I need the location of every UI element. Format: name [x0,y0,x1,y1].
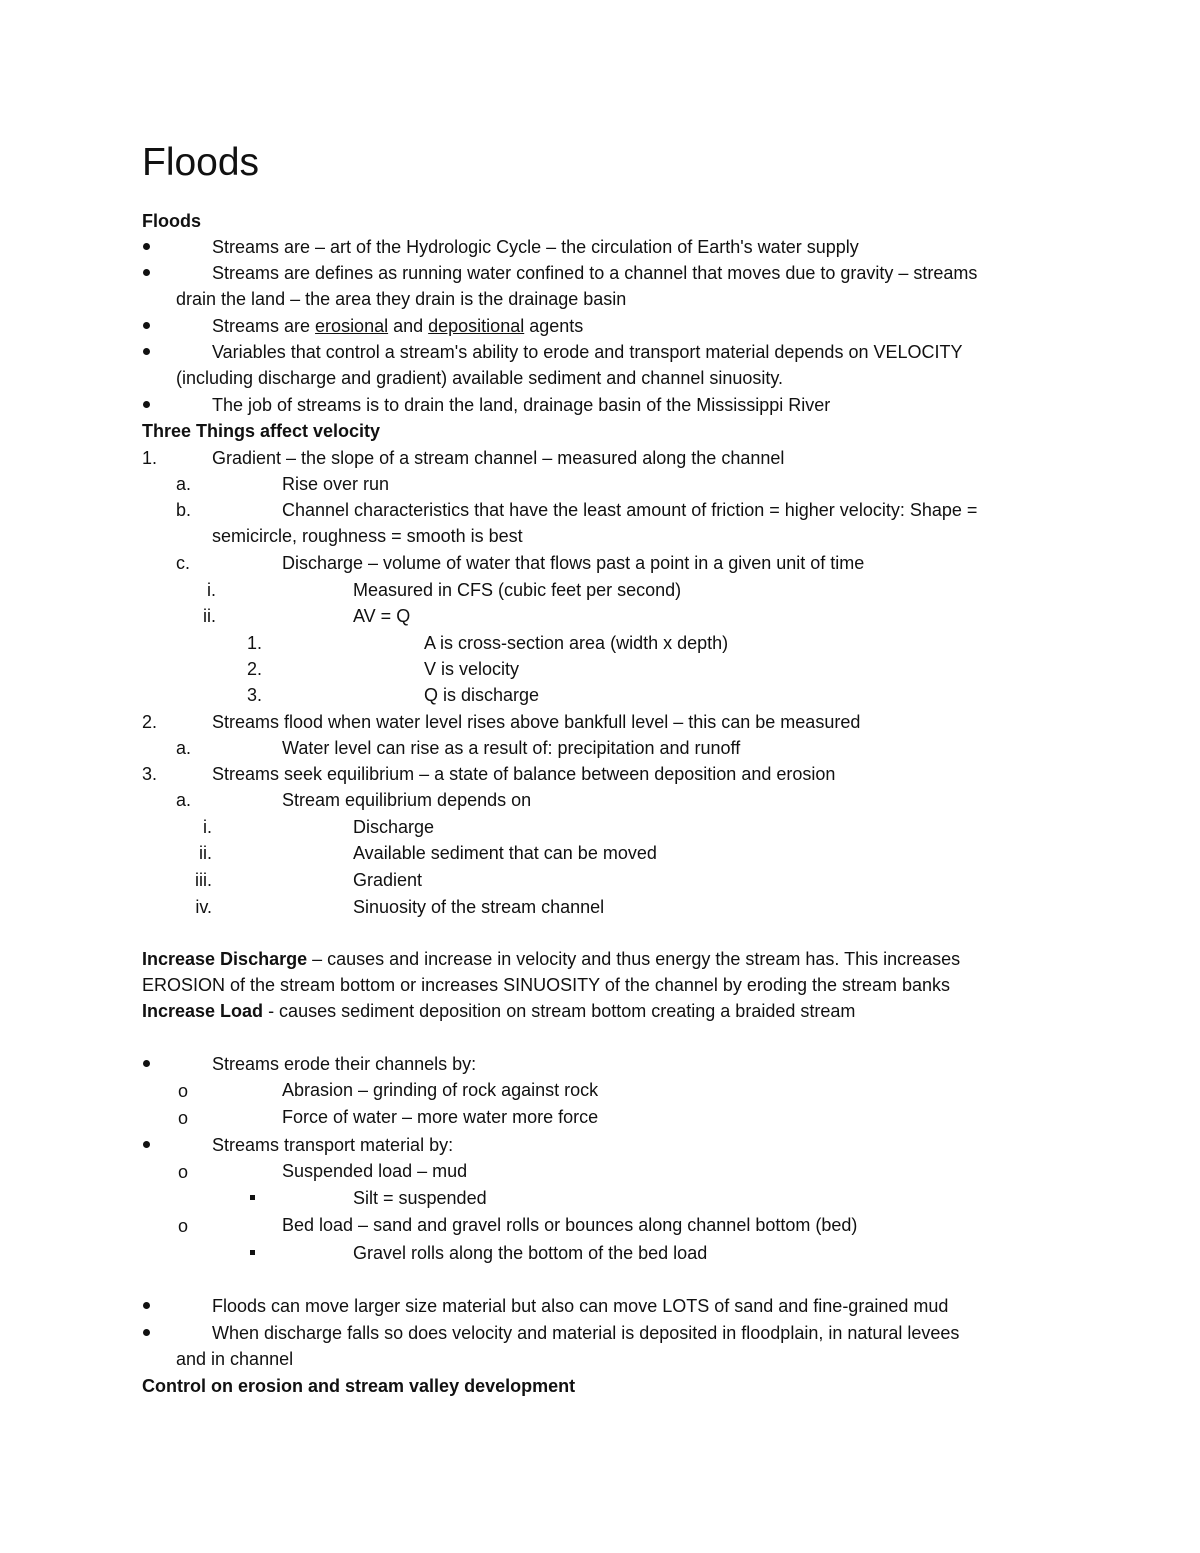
list-item: Floods can move larger size material but also can move LOTS of sand and fine-grained mud [212,1296,949,1316]
list-marker: 2. [247,659,263,679]
list-item: Force of water – more water more force [282,1107,599,1127]
list-item-continuation: semicircle, roughness = smooth is best [212,526,523,546]
list-marker: ii. [203,606,216,626]
list-item: Streams are defines as running water confined to a channel that moves due to gravity – streams [212,263,978,283]
list-item: Sinuosity of the stream channel [353,897,605,917]
list-item: Streams transport material by: [212,1135,454,1155]
list-item: AV = Q [353,606,411,626]
list-marker: 3. [247,685,263,705]
list-item: Gradient – the slope of a stream channel – measured along the channel [212,448,785,468]
bullet-icon [143,1060,150,1067]
list-item: Abrasion – grinding of rock against rock [282,1080,599,1100]
list-marker: 1. [247,633,263,653]
list-item: Streams seek equilibrium – a state of balance between deposition and erosion [212,764,836,784]
list-item: Streams erode their channels by: [212,1054,477,1074]
section-heading-floods: Floods [142,211,201,231]
bold-term: Increase Discharge [142,949,308,969]
list-item: Suspended load – mud [282,1161,468,1181]
section-heading-erosion-control: Control on erosion and stream valley development [142,1376,576,1396]
circle-bullet-icon: o [178,1216,189,1236]
text-run: Streams are [212,316,316,336]
list-marker: a. [176,738,192,758]
list-marker: 1. [142,448,158,468]
list-item [212,313,583,339]
circle-bullet-icon: o [178,1162,189,1182]
list-item: The job of streams is to drain the land, drainage basin of the Mississippi River [212,395,831,415]
list-item: Measured in CFS (cubic feet per second) [353,580,682,600]
list-item: Streams flood when water level rises above bankfull level – this can be measured [212,712,861,732]
list-item: Variables that control a stream's ability to erode and transport material depends on VELOCITY [212,342,963,362]
bullet-icon [143,348,150,355]
paragraph [142,998,855,1024]
document-title: Floods [142,141,260,184]
list-item: Discharge – volume of water that flows past a point in a given unit of time [282,553,865,573]
bullet-icon [143,1329,150,1336]
list-item: When discharge falls so does velocity and material is deposited in floodplain, in natural levees [212,1323,960,1343]
text-run: – causes and increase in velocity and thus energy the stream has. This increases [307,949,961,969]
list-marker: b. [176,500,192,520]
paragraph-continuation: EROSION of the stream bottom or increases SINUOSITY of the channel by eroding the stream banks [142,975,951,995]
bullet-icon [143,243,150,250]
list-marker: i. [203,817,212,837]
list-marker: iii. [195,870,212,890]
list-item: Water level can rise as a result of: precipitation and runoff [282,738,741,758]
underlined-term-depositional: depositional [428,316,525,336]
list-marker: iv. [195,897,212,917]
text-run: - causes sediment deposition on stream bottom creating a braided stream [263,1001,856,1021]
list-marker: 2. [142,712,158,732]
square-bullet-icon [250,1250,255,1255]
list-marker: ii. [199,843,212,863]
list-item: Available sediment that can be moved [353,843,657,863]
list-item: Stream equilibrium depends on [282,790,532,810]
list-item: Streams are – art of the Hydrologic Cycle – the circulation of Earth's water supply [212,237,859,257]
list-item: Gravel rolls along the bottom of the bed load [353,1243,708,1263]
list-item: Bed load – sand and gravel rolls or bounces along channel bottom (bed) [282,1215,858,1235]
square-bullet-icon [250,1195,255,1200]
list-item-continuation: and in channel [176,1349,294,1369]
list-marker: a. [176,474,192,494]
list-item-continuation: drain the land – the area they drain is the drainage basin [176,289,627,309]
list-item: A is cross-section area (width x depth) [424,633,729,653]
bullet-icon [143,1302,150,1309]
list-item: Discharge [353,817,435,837]
list-item: Silt = suspended [353,1188,487,1208]
section-heading-velocity: Three Things affect velocity [142,421,381,441]
list-item: Q is discharge [424,685,540,705]
list-marker: 3. [142,764,158,784]
list-item: Channel characteristics that have the least amount of friction = higher velocity: Shape = [282,500,978,520]
list-item: Rise over run [282,474,390,494]
bullet-icon [143,269,150,276]
list-item: Gradient [353,870,423,890]
list-item: V is velocity [424,659,520,679]
bullet-icon [143,1141,150,1148]
bullet-icon [143,322,150,329]
list-marker: a. [176,790,192,810]
circle-bullet-icon: o [178,1108,189,1128]
list-marker: i. [207,580,216,600]
underlined-term-erosional: erosional [315,316,389,336]
circle-bullet-icon: o [178,1081,189,1101]
bullet-icon [143,401,150,408]
list-item-continuation: (including discharge and gradient) available sediment and channel sinuosity. [176,368,784,388]
list-marker: c. [176,553,191,573]
paragraph [142,946,960,972]
text-run: agents [524,316,584,336]
bold-term: Increase Load [142,1001,264,1021]
text-run: and [388,316,429,336]
